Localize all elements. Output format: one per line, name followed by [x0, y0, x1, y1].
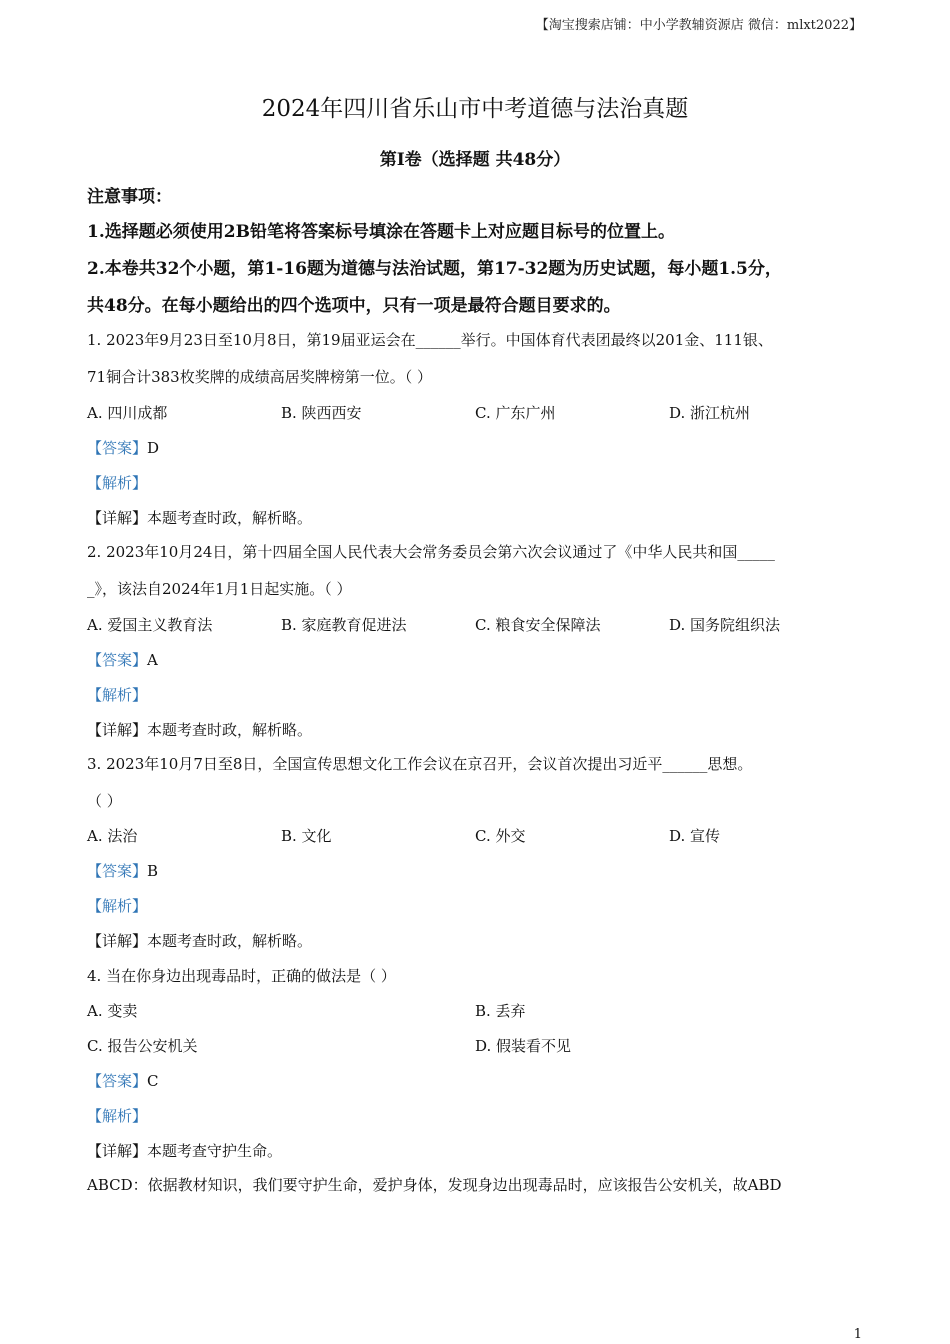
question-2-analysis-label: 【解析】	[87, 686, 148, 704]
question-2-option-b: B. 家庭教育促进法	[281, 616, 407, 634]
section-subtitle: 第Ⅰ卷（选择题 共48分）	[379, 150, 571, 170]
question-4-option-d: D. 假装看不见	[475, 1037, 572, 1055]
question-2-answer	[87, 649, 158, 670]
question-3-option-b: B. 文化	[281, 827, 332, 845]
question-4-option-c: C. 报告公安机关	[87, 1037, 198, 1055]
answer-value: C	[147, 1072, 159, 1090]
question-3-stem-line-2: （ ）	[87, 792, 122, 810]
question-4-answer	[87, 1070, 159, 1091]
notice-heading: 注意事项：	[87, 187, 172, 207]
question-3-option-a: A. 法治	[87, 827, 138, 845]
answer-value: A	[147, 651, 158, 669]
page-number: 1	[853, 1327, 862, 1342]
answer-label: 【答案】	[87, 439, 148, 457]
notice-line-2b: 共48分。在每小题给出的四个选项中，只有一项是最符合题目要求的。	[87, 296, 621, 316]
notice-line-1: 1.选择题必须使用2B铅笔将答案标号填涂在答题卡上对应题目标号的位置上。	[87, 222, 675, 242]
question-1-stem-line-1: 1. 2023年9月23日至10月8日，第19届亚运会在______举行。中国体育代表团最终以201金、111银、	[87, 331, 773, 349]
question-3-stem-line-1: 3. 2023年10月7日至8日，全国宣传思想文化工作会议在京召开，会议首次提出习近平______思想。	[87, 755, 753, 773]
question-1-option-d: D. 浙江杭州	[669, 404, 751, 422]
question-1-option-c: C. 广东广州	[475, 404, 556, 422]
question-1-option-b: B. 陕西西安	[281, 404, 362, 422]
question-4-stem-line-1: 4. 当在你身边出现毒品时，正确的做法是（ ）	[87, 967, 396, 985]
question-4-detail: 【详解】本题考查守护生命。	[87, 1142, 283, 1160]
question-4-option-a: A. 变卖	[87, 1002, 138, 1020]
question-1-option-a: A. 四川成都	[87, 404, 168, 422]
answer-label: 【答案】	[87, 651, 148, 669]
question-3-analysis-label: 【解析】	[87, 897, 148, 915]
question-2-detail: 【详解】本题考查时政，解析略。	[87, 721, 313, 739]
question-3-answer	[87, 860, 158, 881]
question-2-option-d: D. 国务院组织法	[669, 616, 781, 634]
question-4-option-b: B. 丢弃	[475, 1002, 526, 1020]
question-3-option-c: C. 外交	[475, 827, 526, 845]
page-title: 2024年四川省乐山市中考道德与法治真题	[261, 96, 689, 122]
answer-value: B	[147, 862, 159, 880]
question-1-stem-line-2: 71铜合计383枚奖牌的成绩高居奖牌榜第一位。（ ）	[87, 368, 432, 386]
notice-line-2a: 2.本卷共32个小题，第1-16题为道德与法治试题，第17-32题为历史试题，每小题1.5分，	[87, 259, 782, 279]
answer-value: D	[147, 439, 160, 457]
question-1-answer	[87, 437, 159, 458]
question-1-analysis-label: 【解析】	[87, 474, 148, 492]
answer-label: 【答案】	[87, 1072, 148, 1090]
question-1-detail: 【详解】本题考查时政，解析略。	[87, 509, 313, 527]
header-note: 【淘宝搜索店铺：中小学教辅资源店 微信：mlxt2022】	[535, 18, 862, 33]
question-2-stem-line-2: _》，该法自2024年1月1日起实施。（ ）	[87, 580, 352, 598]
question-2-option-c: C. 粮食安全保障法	[475, 616, 601, 634]
question-3-detail: 【详解】本题考查时政，解析略。	[87, 932, 313, 950]
question-4-analysis-label: 【解析】	[87, 1107, 148, 1125]
question-3-option-d: D. 宣传	[669, 827, 721, 845]
question-4-explanation: ABCD：依据教材知识，我们要守护生命，爱护身体，发现身边出现毒品时，应该报告公安机关，故ABD	[87, 1176, 782, 1194]
question-2-stem-line-1: 2. 2023年10月24日，第十四届全国人民代表大会常务委员会第六次会议通过了《中华人民共和国_____	[87, 543, 775, 561]
question-2-option-a: A. 爱国主义教育法	[87, 616, 213, 634]
answer-label: 【答案】	[87, 862, 148, 880]
